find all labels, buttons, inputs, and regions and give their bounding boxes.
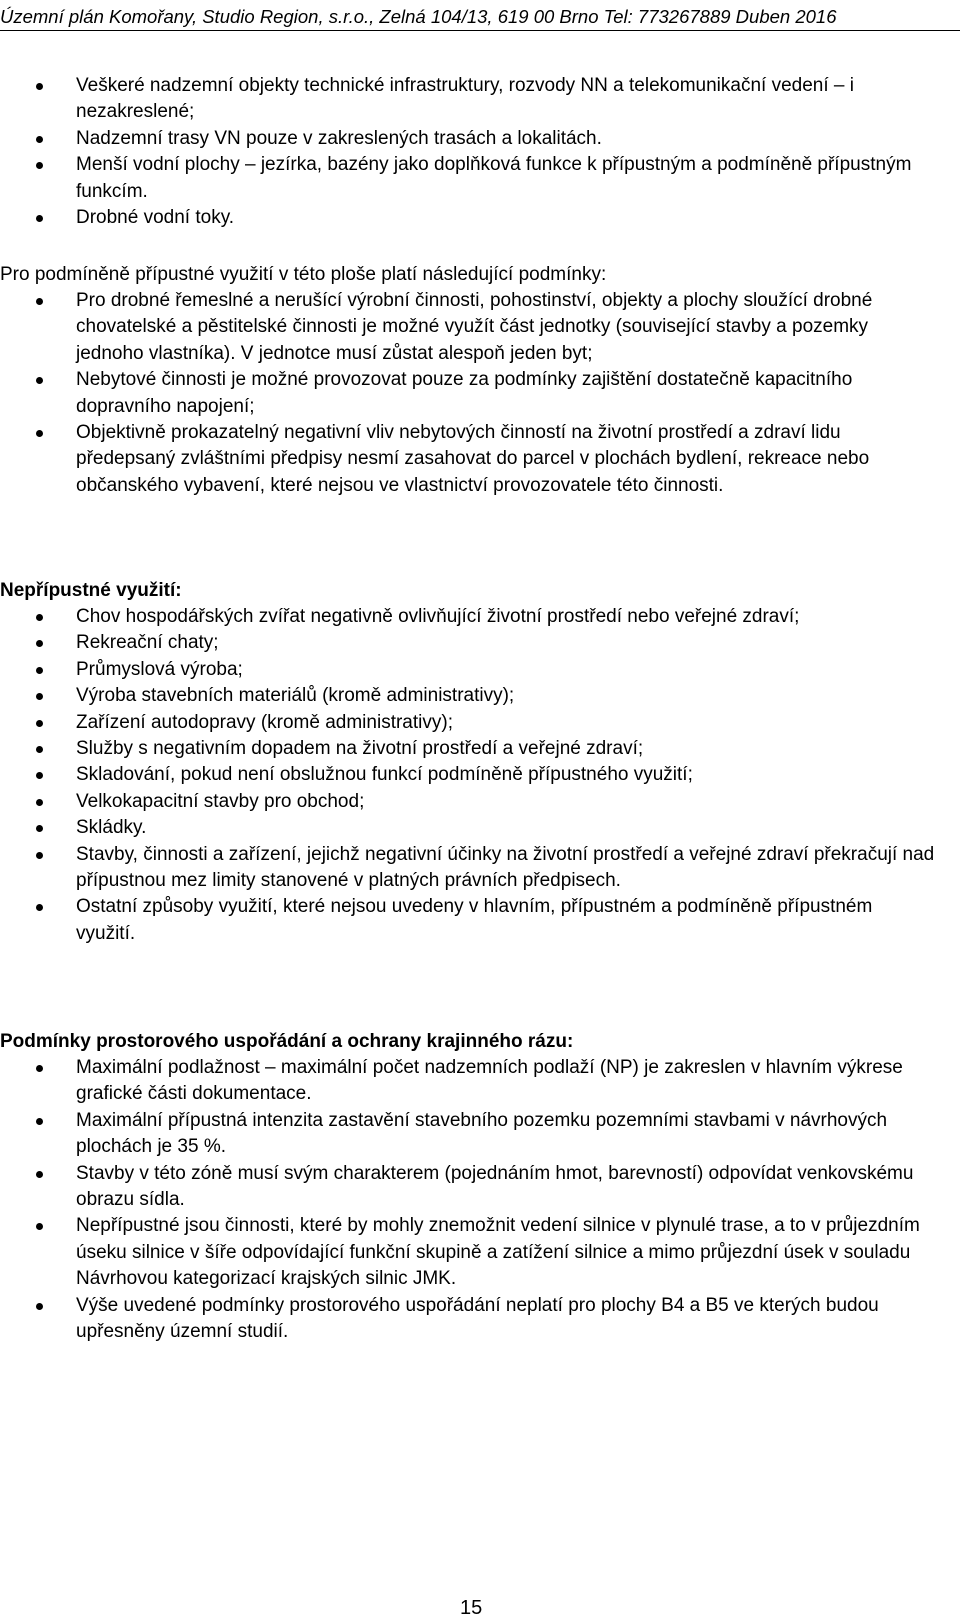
list-item: Veškeré nadzemní objekty technické infrastruktury, rozvody NN a telekomunikační vedení – i nezakreslené;	[0, 73, 960, 126]
permitted-list	[0, 73, 960, 231]
prohibited-heading: Nepřípustné využití:	[0, 580, 182, 601]
spatial-list	[0, 1055, 960, 1345]
list-item: Služby s negativním dopadem na životní prostředí a veřejné zdraví;	[0, 736, 960, 762]
conditional-list	[0, 288, 960, 499]
list-item: Nebytové činnosti je možné provozovat pouze za podmínky zajištění dostatečně kapacitního dopravního napojení;	[0, 367, 960, 420]
list-item: Rekreační chaty;	[0, 630, 960, 656]
list-item: Menší vodní plochy – jezírka, bazény jako doplňková funkce k přípustným a podmíněně přípustným funkcím.	[0, 152, 960, 205]
list-item: Stavby v této zóně musí svým charakterem (pojednáním hmot, barevností) odpovídat venkovskému obrazu sídla.	[0, 1161, 960, 1214]
list-item: Průmyslová výroba;	[0, 657, 960, 683]
list-item: Nepřípustné jsou činnosti, které by mohly znemožnit vedení silnice v plynulé trase, a to v průjezdním úseku silnice v šíře odpovídající funkční skupině a zatížení silnice a mimo průjezdní úsek v souladu Návrhovou kategorizací krajských silnic JMK.	[0, 1213, 960, 1292]
spatial-heading: Podmínky prostorového uspořádání a ochrany krajinného rázu:	[0, 1031, 574, 1052]
list-item: Objektivně prokazatelný negativní vliv nebytových činností na životní prostředí a zdraví lidu předepsaný zvláštními předpisy nesmí zasahovat do parcel v plochách bydlení, rekreace nebo občanského vybavení, které nejsou ve vlastnictví provozovatele této činnosti.	[0, 420, 960, 499]
list-item: Velkokapacitní stavby pro obchod;	[0, 789, 960, 815]
list-item: Ostatní způsoby využití, které nejsou uvedeny v hlavním, přípustném a podmíněně přípustném využití.	[0, 894, 960, 947]
conditional-intro: Pro podmíněně přípustné využití v této ploše platí následující podmínky:	[0, 264, 607, 285]
list-item: Stavby, činnosti a zařízení, jejichž negativní účinky na životní prostředí a veřejné zdraví překračují nad přípustnou mez limity stanovené v platných právních předpisech.	[0, 842, 960, 895]
list-item: Skladování, pokud není obslužnou funkcí podmíněně přípustného využití;	[0, 762, 960, 788]
list-item: Maximální podlažnost – maximální počet nadzemních podlaží (NP) je zakreslen v hlavním výkrese grafické části dokumentace.	[0, 1055, 960, 1108]
list-item: Výroba stavebních materiálů (kromě administrativy);	[0, 683, 960, 709]
list-item: Chov hospodářských zvířat negativně ovlivňující životní prostředí nebo veřejné zdraví;	[0, 604, 960, 630]
list-item: Drobné vodní toky.	[0, 205, 960, 231]
page-number: 15	[460, 1597, 483, 1619]
list-item: Nadzemní trasy VN pouze v zakreslených trasách a lokalitách.	[0, 126, 960, 152]
prohibited-list	[0, 604, 960, 947]
list-item: Zařízení autodopravy (kromě administrativy);	[0, 710, 960, 736]
list-item: Výše uvedené podmínky prostorového uspořádání neplatí pro plochy B4 a B5 ve kterých budou upřesněny územní studií.	[0, 1293, 960, 1346]
page-header: Územní plán Komořany, Studio Region, s.r.o., Zelná 104/13, 619 00 Brno Tel: 773267889 Duben 2016	[0, 6, 837, 27]
list-item: Skládky.	[0, 815, 960, 841]
header-divider	[0, 30, 960, 31]
list-item: Pro drobné řemeslné a nerušící výrobní činnosti, pohostinství, objekty a plochy sloužící drobné chovatelské a pěstitelské činnosti je možné využít část jednotky (související stavby a pozemky jednoho vlastníka). V jednotce musí zůstat alespoň jeden byt;	[0, 288, 960, 367]
list-item: Maximální přípustná intenzita zastavění stavebního pozemku pozemními stavbami v návrhových plochách je 35 %.	[0, 1108, 960, 1161]
